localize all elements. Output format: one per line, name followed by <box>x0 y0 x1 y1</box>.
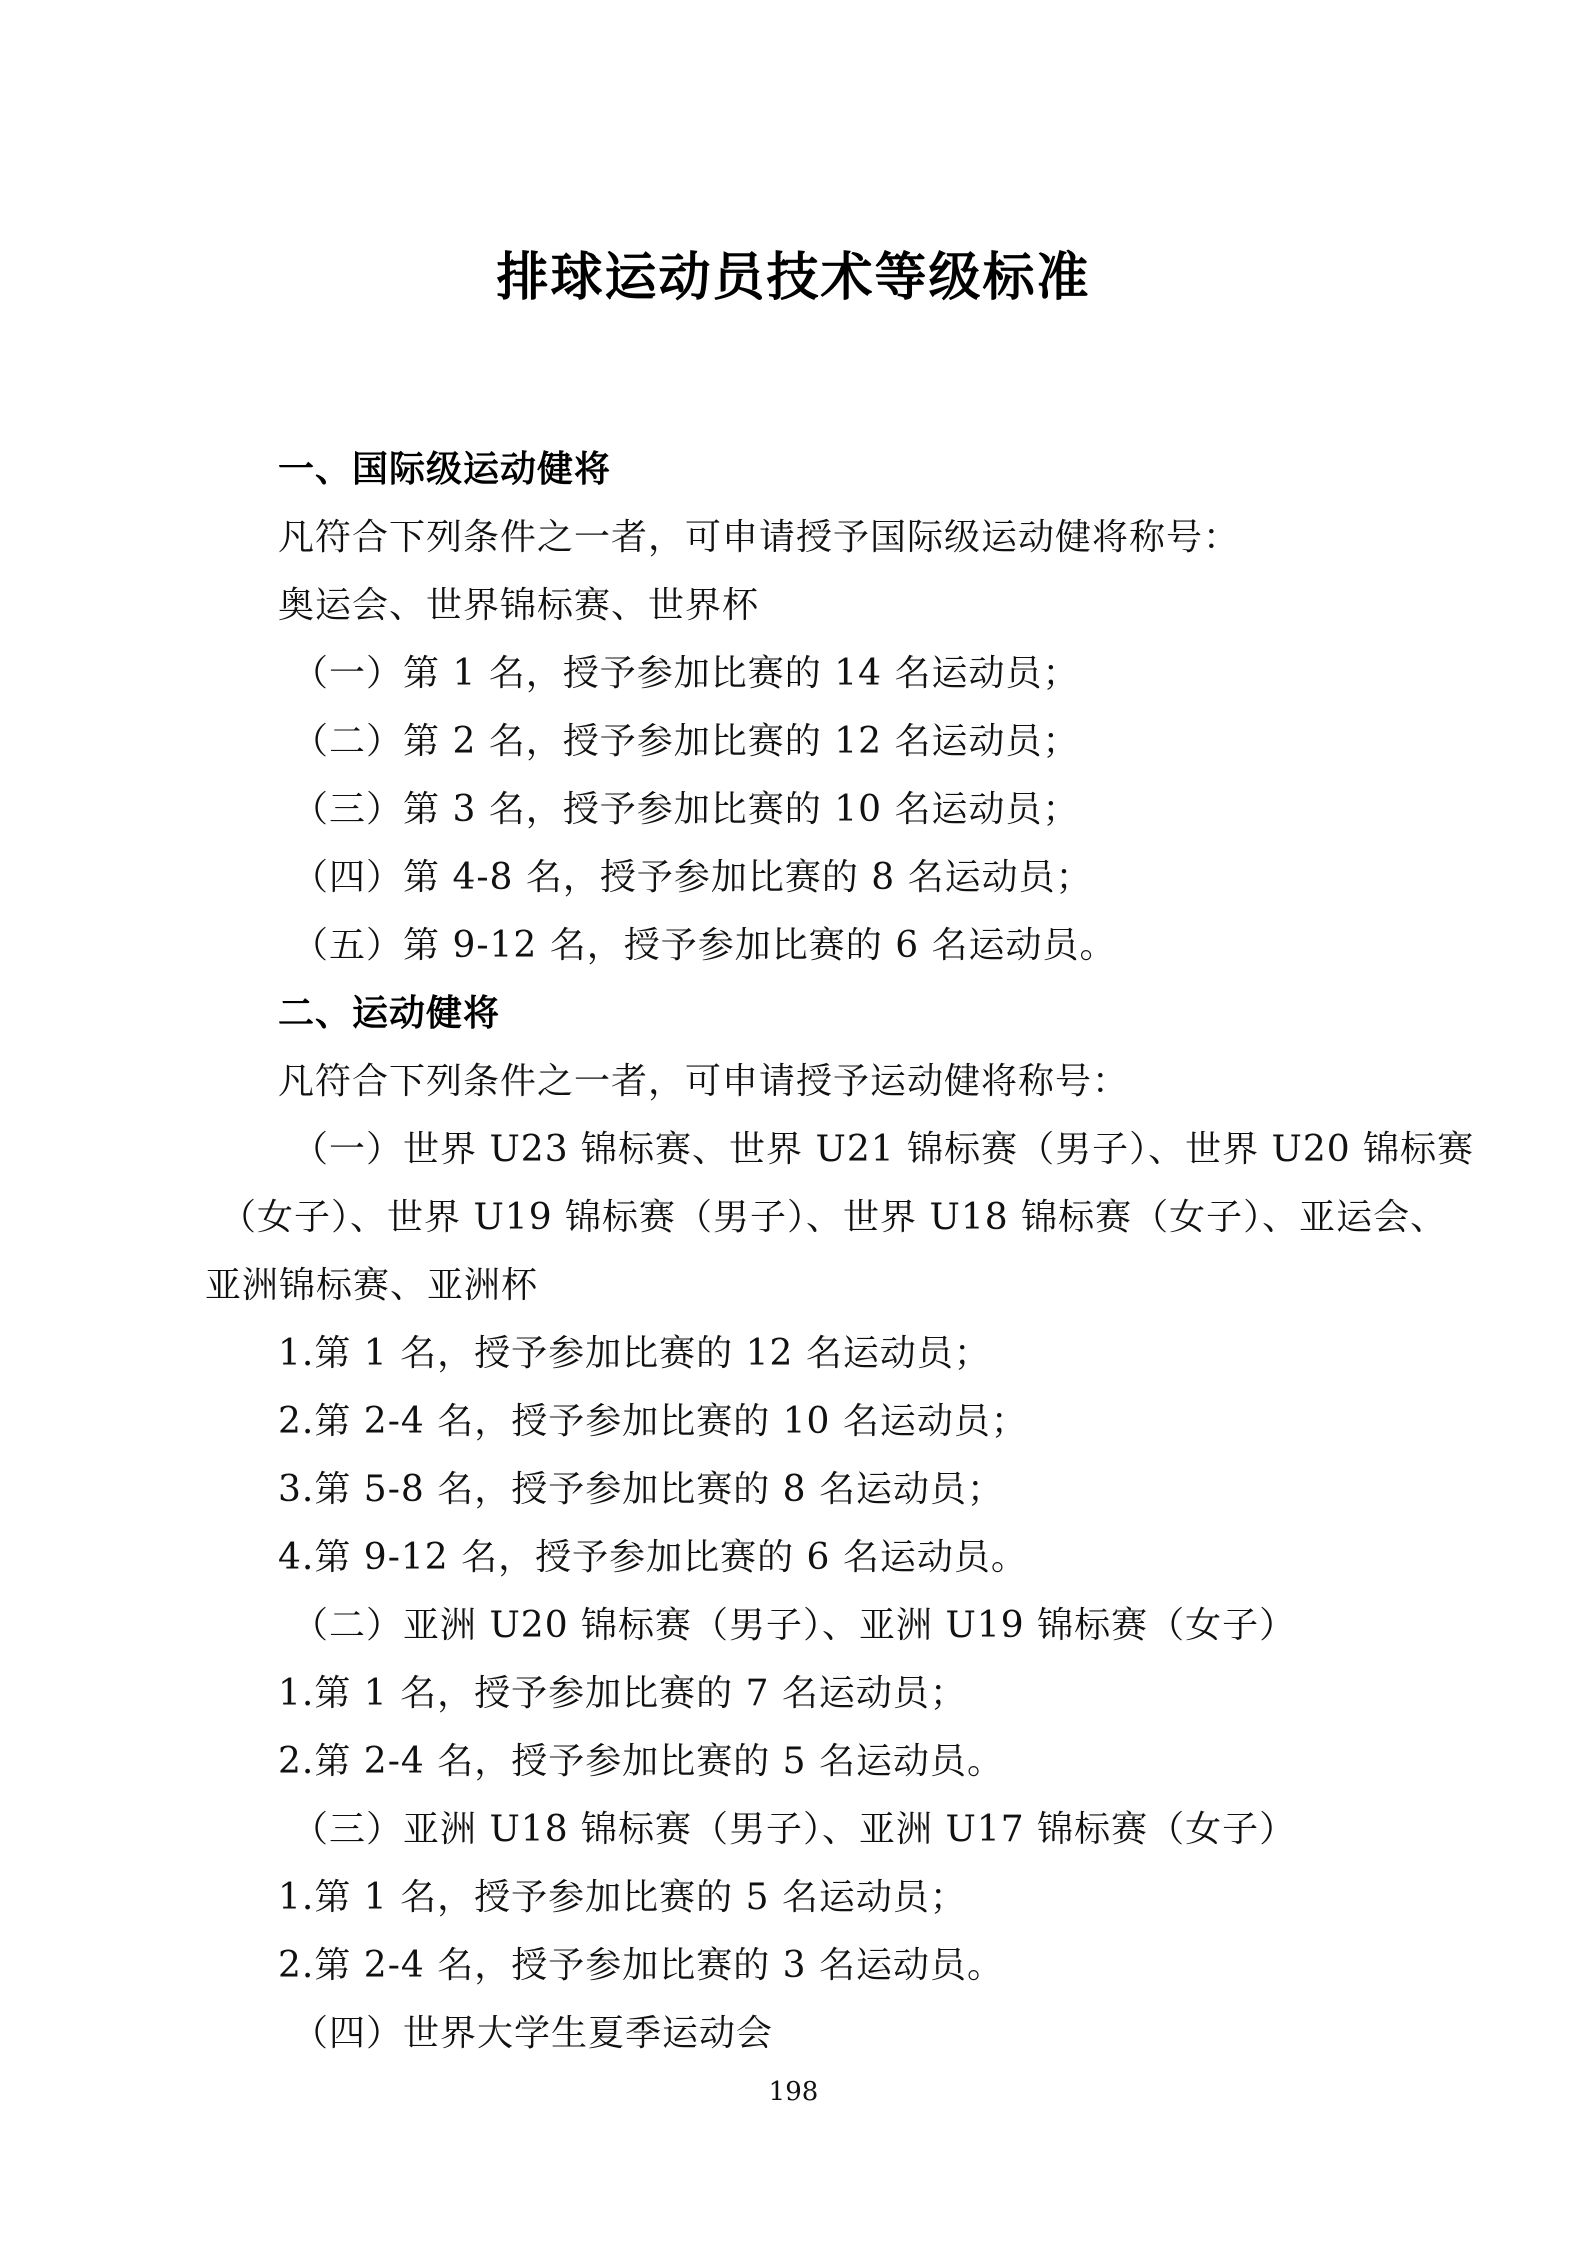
section-2-group-3-heading: （三）亚洲 U18 锦标赛（男子）、亚洲 U17 锦标赛（女子） <box>292 1809 1297 1850</box>
section-2-group-4-heading: （四）世界大学生夏季运动会 <box>292 2013 774 2054</box>
section-2-heading: 二、运动健将 <box>278 993 501 1034</box>
section-2-group-3-item: 2.第 2-4 名，授予参加比赛的 3 名运动员。 <box>278 1945 1004 1986</box>
section-2-group-2-heading: （二）亚洲 U20 锦标赛（男子）、亚洲 U19 锦标赛（女子） <box>292 1605 1297 1646</box>
section-1-events: 奥运会、世界锦标赛、世界杯 <box>278 585 760 626</box>
section-2-group-2-item: 1.第 1 名，授予参加比赛的 7 名运动员； <box>278 1673 967 1714</box>
page-number: 198 <box>768 2077 819 2107</box>
section-1-item: （一）第 1 名，授予参加比赛的 14 名运动员； <box>292 653 1080 694</box>
section-1-heading: 一、国际级运动健将 <box>278 449 612 490</box>
page-title: 排球运动员技术等级标准 <box>496 248 1091 308</box>
section-2-group-1-item: 3.第 5-8 名，授予参加比赛的 8 名运动员； <box>278 1469 1004 1510</box>
section-1-item: （五）第 9-12 名，授予参加比赛的 6 名运动员。 <box>292 925 1117 966</box>
section-2-group-1-line: 亚洲锦标赛、亚洲杯 <box>205 1265 539 1306</box>
section-1-item: （四）第 4-8 名，授予参加比赛的 8 名运动员； <box>292 857 1093 898</box>
section-1-intro: 凡符合下列条件之一者，可申请授予国际级运动健将称号： <box>278 517 1241 558</box>
section-2-group-2-item: 2.第 2-4 名，授予参加比赛的 5 名运动员。 <box>278 1741 1004 1782</box>
section-1-item: （二）第 2 名，授予参加比赛的 12 名运动员； <box>292 721 1080 762</box>
section-2-group-1-item: 4.第 9-12 名，授予参加比赛的 6 名运动员。 <box>278 1537 1028 1578</box>
section-2-group-1-line: （一）世界 U23 锦标赛、世界 U21 锦标赛（男子）、世界 U20 锦标赛 <box>292 1129 1475 1170</box>
section-1-item: （三）第 3 名，授予参加比赛的 10 名运动员； <box>292 789 1080 830</box>
section-2-group-1-item: 2.第 2-4 名，授予参加比赛的 10 名运动员； <box>278 1401 1028 1442</box>
section-2-group-1-item: 1.第 1 名，授予参加比赛的 12 名运动员； <box>278 1333 991 1374</box>
section-2-intro: 凡符合下列条件之一者，可申请授予运动健将称号： <box>278 1061 1130 1102</box>
section-2-group-1-line: （女子）、世界 U19 锦标赛（男子）、世界 U18 锦标赛（女子）、亚运会、 <box>220 1197 1448 1238</box>
section-2-group-3-item: 1.第 1 名，授予参加比赛的 5 名运动员； <box>278 1877 967 1918</box>
